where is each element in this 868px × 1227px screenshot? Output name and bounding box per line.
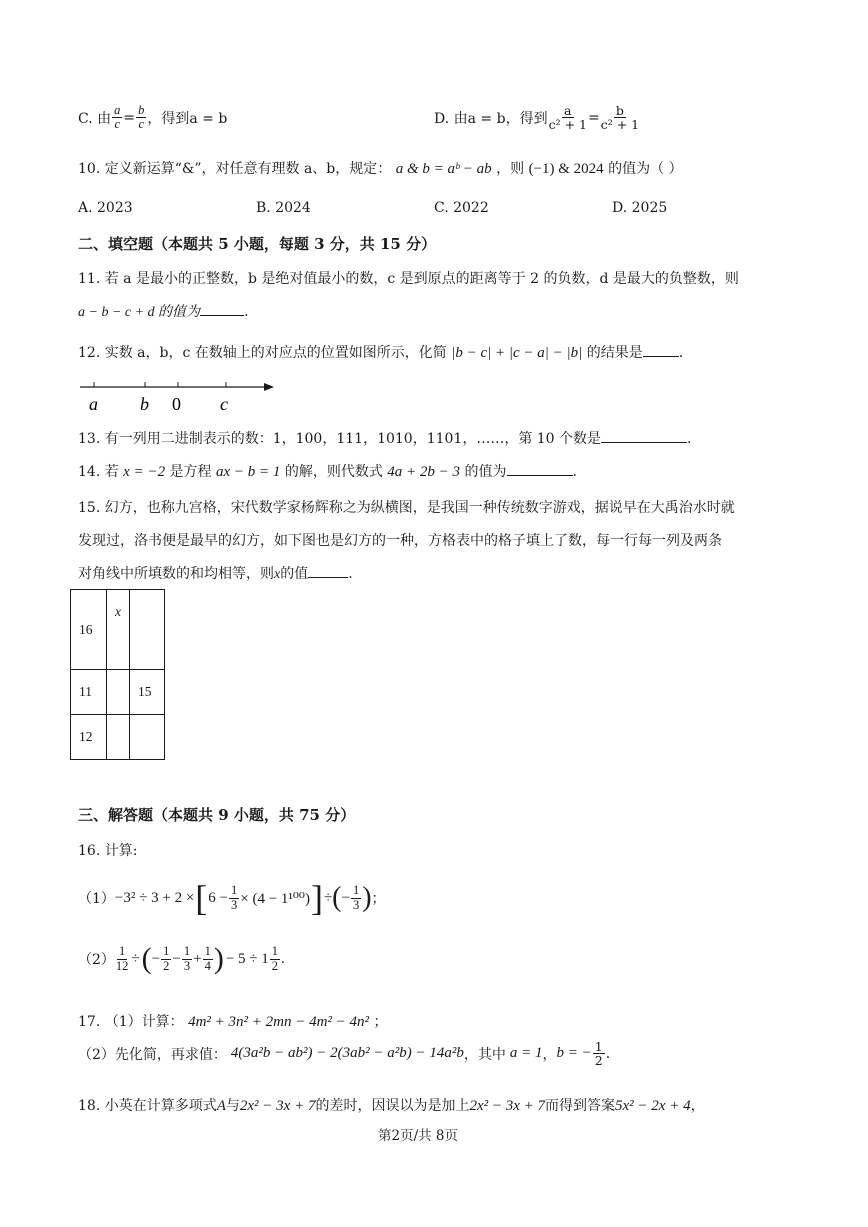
bracket-close: ]	[310, 878, 323, 918]
q12-answer-blank[interactable]	[643, 356, 679, 357]
q10-option-d: D. 2025	[612, 200, 668, 216]
magic-cell: 12	[71, 715, 107, 760]
q18-stem: 18. 小英在计算多项式A与2x² − 3x + 7的差时，因误以为是加上2x² − 3x + 7而得到答案5x² − 2x + 4，	[78, 1098, 705, 1114]
q17-part1: 17. （1）计算： 4m² + 3n² + 2mn − 4m² − 4n² ；	[78, 1014, 388, 1030]
bracket-open: [	[195, 878, 208, 918]
q15-line1: 15. 幻方，也称九宫格，宋代数学家杨辉称之为纵横图，是我国一种传统数字游戏，据说早在大禹治水时就	[78, 500, 735, 516]
q11-answer-blank[interactable]	[200, 315, 244, 316]
q9-option-c: C. 由 $\frac{a}{c}$ = $\frac{b}{c}$ ，得到a = b	[78, 103, 228, 132]
q9-c-frac2: $\frac{b}{c}$	[138, 103, 145, 132]
q16-title: 16. 计算:	[78, 843, 138, 859]
number-line-arrow-icon	[264, 383, 274, 391]
q16-part2: （2） $\frac{1}{12}$ ÷ ( − $\frac{1}{2}$ − $\frac{1}{3}$ + $\frac{1}{4}$ ) − 5 ÷ 1 $\frac{1}{2}$ .	[78, 942, 285, 975]
q17-part2: （2）先化简，再求值： 4(3a²b − ab²) − 2(3ab² − a²b) − 14a²b ，其中 a = 1 ， b = − $\frac{1}{2}$ .	[78, 1039, 611, 1069]
q9-d-frac1: $\frac{a}{\text{c² + 1}}$	[548, 103, 587, 133]
section-2-heading: 二、填空题（本题共 5 小题，每题 3 分，共 15 分）	[78, 235, 437, 253]
q10-option-a: A. 2023	[78, 200, 133, 216]
q12-stem: 12. 实数 a，b，c 在数轴上的对应点的位置如图所示，化简 |b − c| + |c − a| − |b| 的结果是 .	[78, 345, 684, 361]
q16-part1: （1） −3² ÷ 3 + 2 × [ 6 − $\frac{1}{3}$ × (4 − 1¹⁰⁰) ] ÷ ( − $\frac{1}{3}$ ) ；	[78, 878, 386, 918]
q9-c-prefix: C. 由	[78, 110, 112, 127]
magic-cell: 11	[71, 670, 107, 715]
q11-line2: a − b − c + d 的值为 .	[78, 304, 249, 320]
axis-label-b: b	[140, 394, 149, 414]
axis-label-a: a	[89, 394, 98, 414]
q15-line2: 发现过，洛书便是最早的幻方，如下图也是幻方的一种，方格表中的格子填上了数，每一行每一列及两条	[78, 533, 722, 549]
q10-stem: 10. 定义新运算“&”，对任意有理数 a、b，规定： a & b = aᵇ − ab ，则 (−1) & 2024 的值为（ ）	[78, 161, 683, 177]
magic-cell: 16	[71, 590, 107, 670]
magic-cell	[107, 670, 130, 715]
q10-option-c: C. 2022	[434, 200, 489, 216]
magic-cell: 15	[130, 670, 165, 715]
q11-line1: 11. 若 a 是最小的正整数，b 是绝对值最小的数，c 是到原点的距离等于 2 的负数，d 是最大的负整数，则	[78, 271, 739, 287]
q13-stem: 13. 有一列用二进制表示的数：1，100，111，1010，1101，……，第 10 个数是 .	[78, 431, 692, 447]
q15-answer-blank[interactable]	[308, 577, 348, 578]
q9-d-frac2: $\frac{b}{\text{c² + 1}}$	[600, 103, 640, 133]
magic-cell	[130, 590, 165, 670]
q10-option-b: B. 2024	[256, 200, 311, 216]
q9-option-d: D. 由a = b，得到 $\frac{a}{\text{c² + 1}}$ = $\frac{b}{\text{c² + 1}}$	[434, 103, 640, 133]
q14-stem: 14. 若 x = −2 是方程 ax − b = 1 的解，则代数式 4a + 2b − 3 的值为 .	[78, 464, 577, 480]
magic-cell	[107, 715, 130, 760]
q9-c-frac1: $\frac{a}{c}$	[114, 103, 121, 132]
axis-label-c: c	[220, 394, 228, 414]
axis-label-0: 0	[172, 394, 181, 414]
magic-cell-x: x	[107, 590, 130, 670]
magic-cell	[130, 715, 165, 760]
number-line	[78, 376, 278, 426]
page-footer: 第2页/共 8页	[378, 1128, 459, 1144]
q15-line3: 对角线中所填数的和均相等，则x的值 .	[78, 566, 353, 582]
q13-answer-blank[interactable]	[601, 442, 687, 443]
magic-square	[70, 589, 165, 760]
section-3-heading: 三、解答题（本题共 9 小题，共 75 分）	[78, 806, 356, 824]
q14-answer-blank[interactable]	[507, 475, 573, 476]
